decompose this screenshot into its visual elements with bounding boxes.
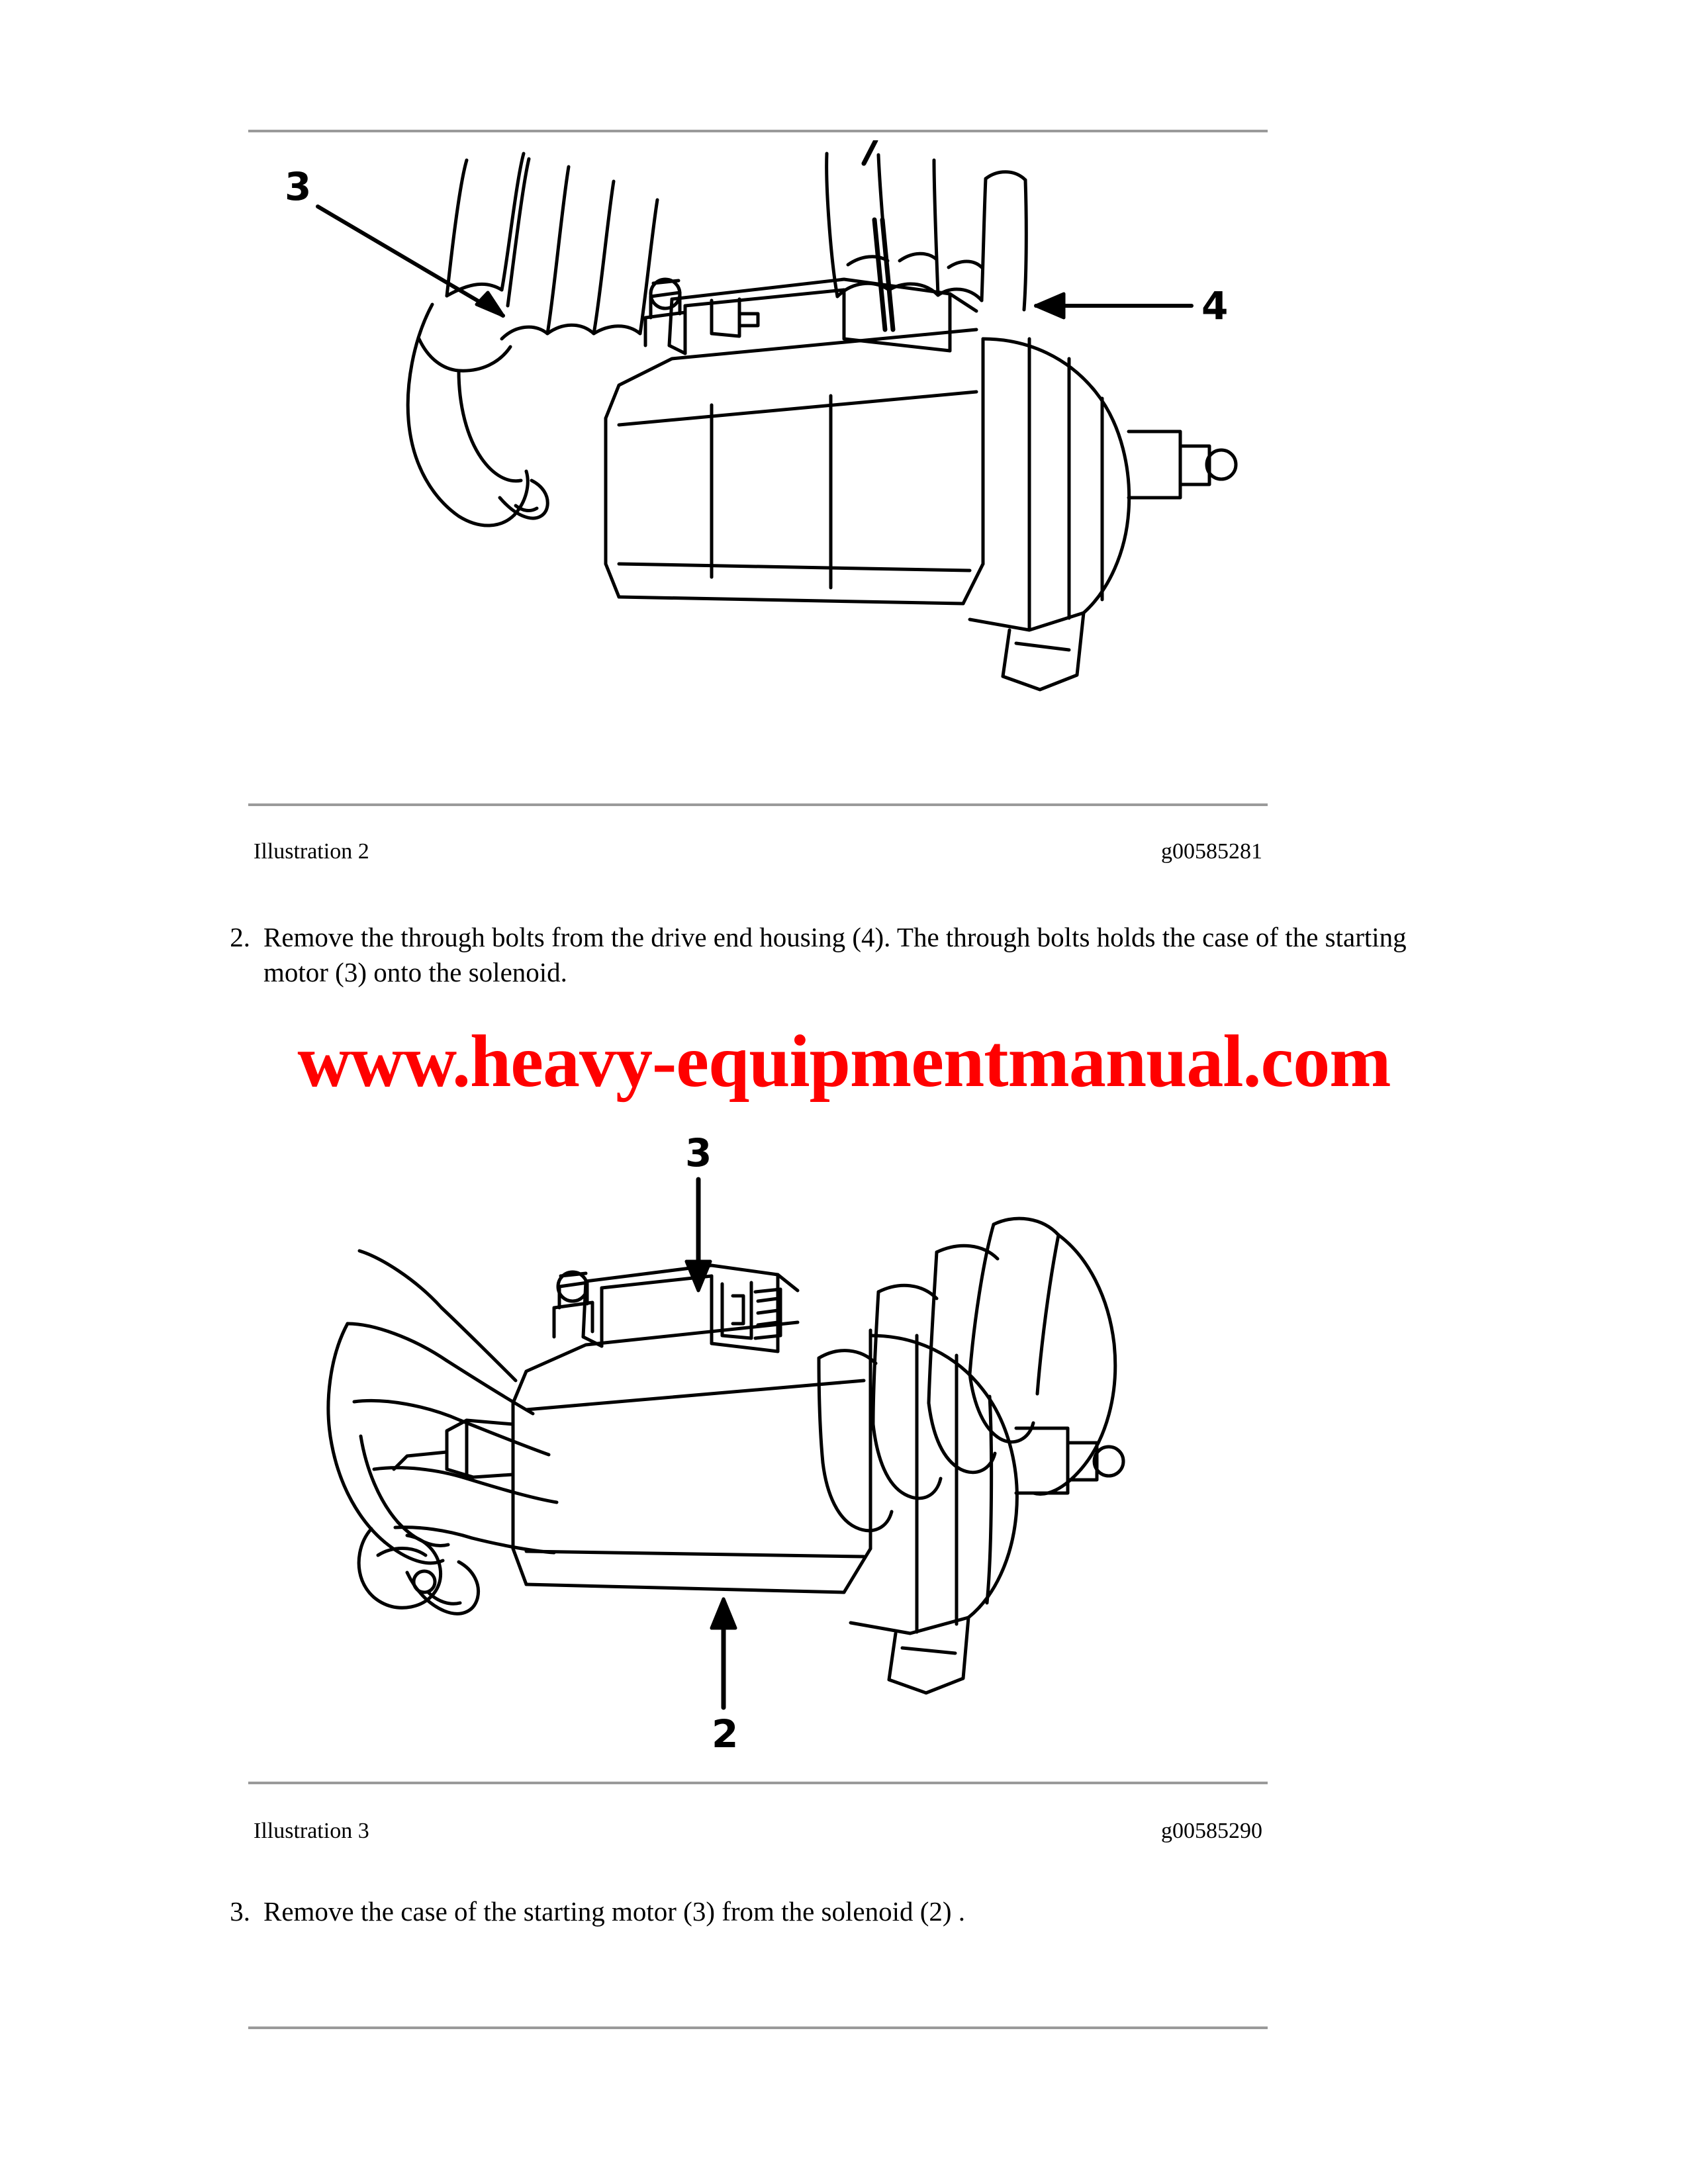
step-3-text: Remove the case of the starting motor (3) from the solenoid (2) . [263, 1896, 966, 1927]
step-2-text: Remove the through bolts from the drive end housing (4). The through bolts holds the case of the starting motor (3) onto the solenoid. [263, 922, 1407, 988]
step-3 [199, 1894, 1470, 1929]
figure-1-top-rule [248, 130, 1268, 132]
page-footer-rule [248, 2026, 1268, 2029]
figure-1-caption [248, 839, 1268, 864]
svg-text:2: 2 [712, 1711, 739, 1756]
step-3-number: 3. [230, 1896, 250, 1927]
figure-1-id: g00585281 [1161, 839, 1262, 864]
svg-text:3: 3 [285, 164, 312, 209]
svg-text:4: 4 [1201, 283, 1229, 328]
figure-1-artwork [248, 140, 1268, 789]
figure-2-bottom-rule [248, 1782, 1268, 1784]
figure-1-bottom-rule [248, 803, 1268, 806]
figure-2-caption [248, 1819, 1268, 1844]
figure-2-artwork [248, 1125, 1268, 1767]
figure-2-caption-label: Illustration 3 [254, 1819, 369, 1843]
svg-text:3: 3 [685, 1130, 712, 1175]
figure-2-id: g00585290 [1161, 1819, 1262, 1843]
step-2 [199, 920, 1470, 991]
step-2-number: 2. [230, 922, 250, 952]
watermark-url: www.heavy-equipmentmanual.com [297, 1021, 1391, 1103]
figure-1-caption-label: Illustration 2 [254, 839, 369, 864]
